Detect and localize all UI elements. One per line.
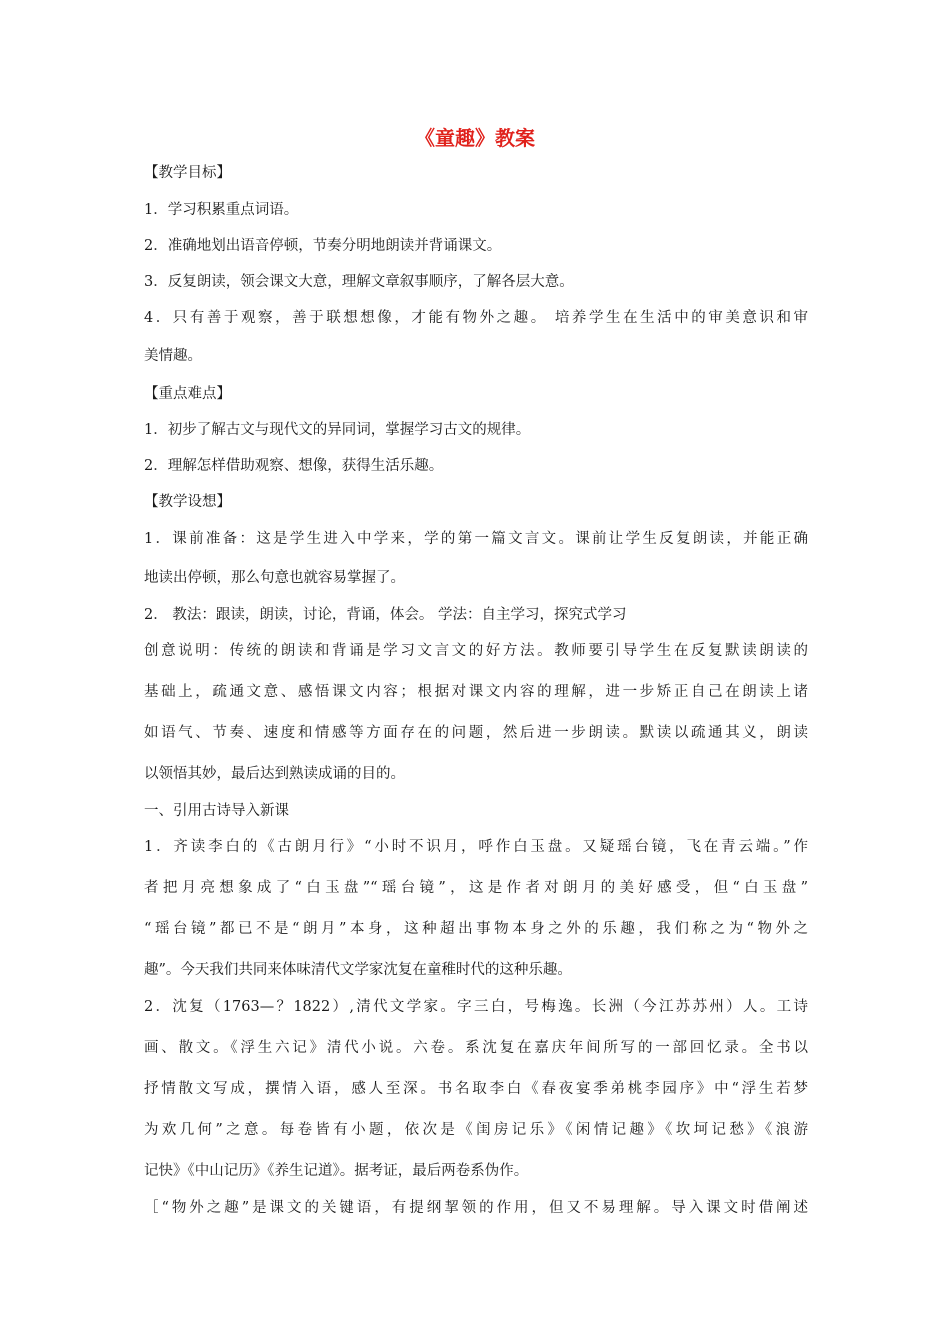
text-line: 1．课前准备：这是学生进入中学来，学的第一篇文言文。课前让学生反复朗读，并能正确 — [144, 531, 808, 547]
text-line: 记快》《中山记历》《养生记道》。据考证，最后两卷系伪作。 — [144, 1163, 529, 1179]
text-line: 4．只有善于观察，善于联想想像，才能有物外之趣。 培养学生在生活中的审美意识和审 — [144, 310, 808, 326]
text-line: 2．沈复（1763—？1822）,清代文学家。字三白，号梅逸。长洲（今江苏苏州）人。工诗 — [144, 999, 808, 1015]
text-line: “瑶台镜”都已不是“朗月”本身，这种超出事物本身之外的乐趣，我们称之为“物外之 — [144, 921, 808, 937]
section-heading-key-points: 【重点难点】 — [144, 386, 231, 402]
text-line: 创意说明：传统的朗读和背诵是学习文言文的好方法。教师要引导学生在反复默读朗读的 — [144, 643, 808, 659]
text-line: 地读出停顿，那么句意也就容易掌握了。 — [144, 570, 405, 586]
text-line: 以领悟其妙，最后达到熟读成诵的目的。 — [144, 766, 405, 782]
text-line: 2． 教法：跟读，朗读，讨论，背诵，体会。 学法：自主学习，探究式学习 — [144, 607, 627, 623]
text-line: 1．齐读李白的《古朗月行》“小时不识月，呼作白玉盘。又疑瑶台镜，飞在青云端。”作 — [144, 839, 808, 855]
text-line: 2．准确地划出语音停顿，节奏分明地朗读并背诵课文。 — [144, 238, 502, 254]
document-title: 《童趣》教案 — [415, 126, 535, 150]
text-line: 2．理解怎样借助观察、想像，获得生活乐趣。 — [144, 458, 444, 474]
text-line: 如语气、节奏、速度和情感等方面存在的问题，然后进一步朗读。默读以疏通其义，朗读 — [144, 725, 808, 741]
section-heading-intro: 一、引用古诗导入新课 — [144, 803, 289, 819]
text-line: 者把月亮想象成了“白玉盘”“瑶台镜”，这是作者对朗月的美好感受，但“白玉盘” — [144, 880, 808, 896]
text-line: 画、散文。《浮生六记》清代小说。六卷。系沈复在嘉庆年间所写的一部回忆录。全书以 — [144, 1040, 808, 1056]
text-line: ［“物外之趣”是课文的关键语，有提纲挈领的作用，但又不易理解。导入课文时借阐述 — [144, 1200, 808, 1216]
text-line: 3．反复朗读，领会课文大意，理解文章叙事顺序，了解各层大意。 — [144, 274, 574, 290]
section-heading-design: 【教学设想】 — [144, 494, 231, 510]
text-line: 1．初步了解古文与现代文的异同词，掌握学习古文的规律。 — [144, 422, 531, 438]
text-line: 美情趣。 — [144, 348, 202, 364]
text-line: 趣”。今天我们共同来体味清代文学家沈复在童稚时代的这种乐趣。 — [144, 962, 572, 978]
text-line: 基础上，疏通文意、感悟课文内容；根据对课文内容的理解，进一步矫正自己在朗读上诸 — [144, 684, 808, 700]
section-heading-objectives: 【教学目标】 — [144, 165, 231, 181]
text-line: 抒情散文写成，撰情入语，感人至深。书名取李白《春夜宴季弟桃李园序》中“浮生若梦 — [144, 1081, 808, 1097]
text-line: 1．学习积累重点词语。 — [144, 202, 299, 218]
text-line: 为欢几何”之意。每卷皆有小题，依次是《闺房记乐》《闲情记趣》《坎坷记愁》《浪游 — [144, 1122, 808, 1138]
